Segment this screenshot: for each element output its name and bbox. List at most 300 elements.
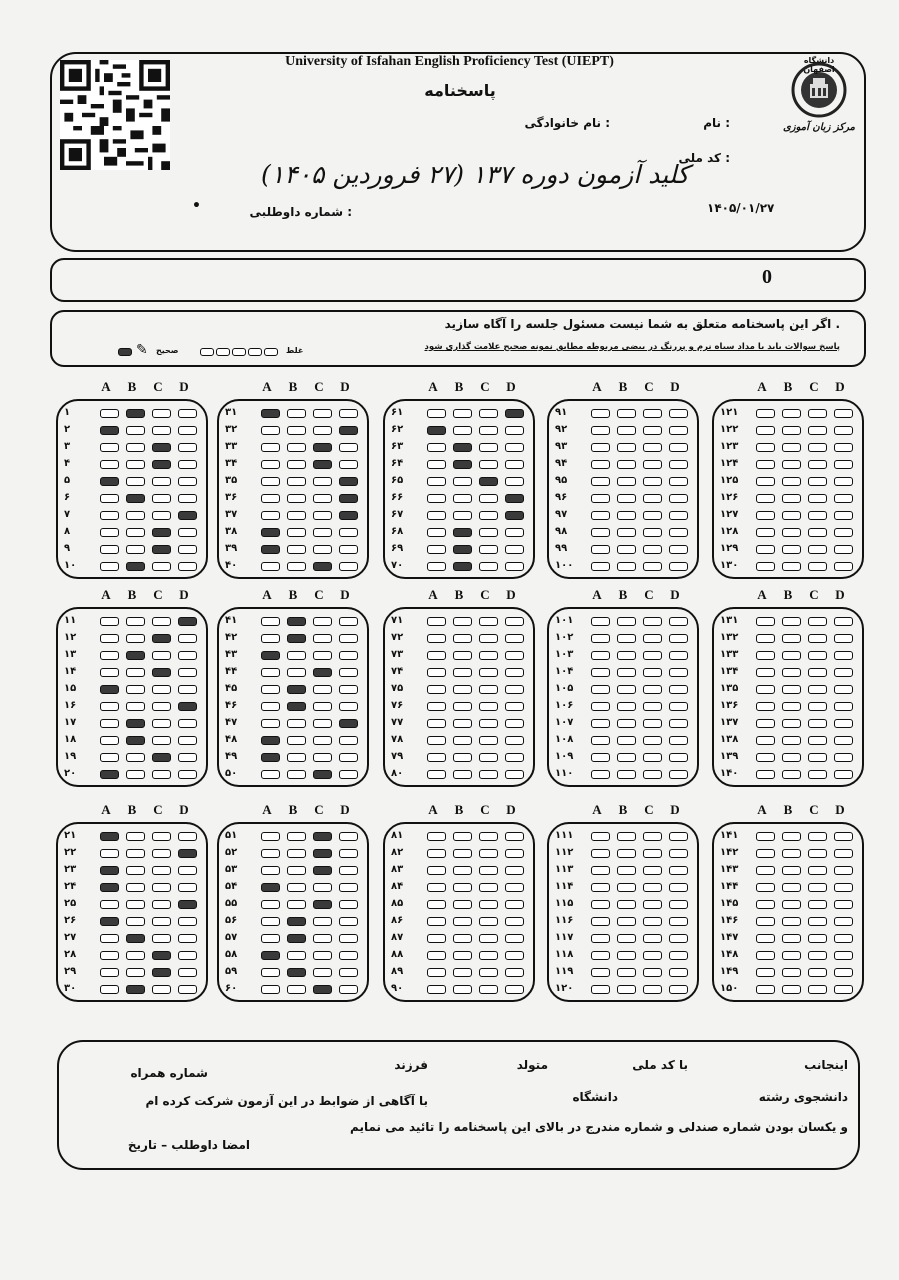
answer-bubble-b[interactable] [782, 634, 801, 643]
answer-bubble-d[interactable] [834, 736, 853, 745]
answer-bubble-b[interactable] [453, 651, 472, 660]
answer-bubble-d[interactable] [339, 702, 358, 711]
answer-bubble-a[interactable] [261, 985, 280, 994]
answer-bubble-a[interactable] [261, 736, 280, 745]
answer-bubble-d[interactable] [669, 494, 688, 503]
answer-bubble-b[interactable] [126, 849, 145, 858]
answer-bubble-d[interactable] [834, 477, 853, 486]
answer-bubble-c[interactable] [152, 545, 171, 554]
answer-bubble-a[interactable] [591, 883, 610, 892]
answer-bubble-a[interactable] [756, 770, 775, 779]
answer-bubble-c[interactable] [313, 443, 332, 452]
answer-bubble-d[interactable] [178, 753, 197, 762]
answer-bubble-b[interactable] [287, 477, 306, 486]
answer-bubble-a[interactable] [261, 443, 280, 452]
answer-bubble-d[interactable] [834, 832, 853, 841]
answer-bubble-d[interactable] [669, 900, 688, 909]
answer-bubble-a[interactable] [100, 849, 119, 858]
answer-bubble-a[interactable] [591, 985, 610, 994]
answer-bubble-c[interactable] [313, 832, 332, 841]
answer-bubble-d[interactable] [505, 985, 524, 994]
answer-bubble-c[interactable] [479, 753, 498, 762]
answer-bubble-a[interactable] [427, 477, 446, 486]
answer-bubble-c[interactable] [479, 668, 498, 677]
answer-bubble-c[interactable] [808, 770, 827, 779]
answer-bubble-d[interactable] [834, 985, 853, 994]
answer-bubble-a[interactable] [100, 685, 119, 694]
answer-bubble-a[interactable] [591, 849, 610, 858]
answer-bubble-b[interactable] [126, 770, 145, 779]
answer-bubble-b[interactable] [287, 651, 306, 660]
answer-bubble-d[interactable] [505, 883, 524, 892]
answer-bubble-d[interactable] [339, 719, 358, 728]
answer-bubble-b[interactable] [126, 634, 145, 643]
answer-bubble-d[interactable] [505, 494, 524, 503]
answer-bubble-b[interactable] [782, 753, 801, 762]
answer-bubble-c[interactable] [643, 443, 662, 452]
answer-bubble-b[interactable] [287, 934, 306, 943]
answer-bubble-c[interactable] [808, 985, 827, 994]
answer-bubble-a[interactable] [756, 917, 775, 926]
answer-bubble-d[interactable] [339, 494, 358, 503]
answer-bubble-b[interactable] [453, 634, 472, 643]
answer-bubble-a[interactable] [756, 736, 775, 745]
answer-bubble-b[interactable] [617, 460, 636, 469]
answer-bubble-b[interactable] [126, 562, 145, 571]
answer-bubble-c[interactable] [313, 634, 332, 643]
answer-bubble-c[interactable] [479, 545, 498, 554]
answer-bubble-b[interactable] [782, 849, 801, 858]
answer-bubble-d[interactable] [178, 934, 197, 943]
answer-bubble-d[interactable] [834, 634, 853, 643]
answer-bubble-c[interactable] [808, 685, 827, 694]
answer-bubble-d[interactable] [834, 968, 853, 977]
answer-bubble-c[interactable] [808, 562, 827, 571]
answer-bubble-b[interactable] [453, 511, 472, 520]
answer-bubble-c[interactable] [313, 668, 332, 677]
answer-bubble-d[interactable] [834, 617, 853, 626]
answer-bubble-a[interactable] [100, 985, 119, 994]
answer-bubble-a[interactable] [427, 917, 446, 926]
answer-bubble-b[interactable] [287, 866, 306, 875]
answer-bubble-d[interactable] [505, 832, 524, 841]
answer-bubble-d[interactable] [669, 770, 688, 779]
answer-bubble-d[interactable] [834, 770, 853, 779]
answer-bubble-d[interactable] [669, 511, 688, 520]
answer-bubble-d[interactable] [505, 511, 524, 520]
answer-bubble-c[interactable] [313, 900, 332, 909]
answer-bubble-d[interactable] [339, 511, 358, 520]
answer-bubble-a[interactable] [756, 968, 775, 977]
answer-bubble-b[interactable] [453, 883, 472, 892]
answer-bubble-d[interactable] [339, 460, 358, 469]
answer-bubble-a[interactable] [591, 634, 610, 643]
answer-bubble-a[interactable] [591, 651, 610, 660]
answer-bubble-c[interactable] [152, 849, 171, 858]
answer-bubble-b[interactable] [126, 883, 145, 892]
answer-bubble-a[interactable] [427, 702, 446, 711]
answer-bubble-c[interactable] [808, 477, 827, 486]
answer-bubble-a[interactable] [756, 409, 775, 418]
answer-bubble-c[interactable] [643, 562, 662, 571]
answer-bubble-d[interactable] [834, 409, 853, 418]
answer-bubble-a[interactable] [427, 651, 446, 660]
answer-bubble-c[interactable] [808, 426, 827, 435]
answer-bubble-d[interactable] [834, 685, 853, 694]
answer-bubble-b[interactable] [126, 477, 145, 486]
answer-bubble-c[interactable] [808, 634, 827, 643]
answer-bubble-d[interactable] [505, 617, 524, 626]
answer-bubble-d[interactable] [505, 917, 524, 926]
answer-bubble-b[interactable] [617, 753, 636, 762]
answer-bubble-c[interactable] [152, 900, 171, 909]
answer-bubble-d[interactable] [834, 460, 853, 469]
answer-bubble-a[interactable] [261, 545, 280, 554]
answer-bubble-d[interactable] [669, 651, 688, 660]
answer-bubble-d[interactable] [669, 617, 688, 626]
answer-bubble-a[interactable] [100, 545, 119, 554]
answer-bubble-a[interactable] [591, 545, 610, 554]
answer-bubble-c[interactable] [808, 753, 827, 762]
answer-bubble-b[interactable] [617, 528, 636, 537]
answer-bubble-d[interactable] [505, 651, 524, 660]
answer-bubble-c[interactable] [479, 968, 498, 977]
answer-bubble-a[interactable] [756, 951, 775, 960]
answer-bubble-a[interactable] [100, 634, 119, 643]
answer-bubble-b[interactable] [453, 545, 472, 554]
answer-bubble-c[interactable] [479, 951, 498, 960]
answer-bubble-c[interactable] [152, 477, 171, 486]
answer-bubble-c[interactable] [479, 634, 498, 643]
answer-bubble-b[interactable] [617, 494, 636, 503]
answer-bubble-c[interactable] [808, 443, 827, 452]
answer-bubble-d[interactable] [505, 934, 524, 943]
answer-bubble-b[interactable] [453, 866, 472, 875]
answer-bubble-d[interactable] [669, 719, 688, 728]
answer-bubble-a[interactable] [427, 685, 446, 694]
answer-bubble-d[interactable] [669, 443, 688, 452]
answer-bubble-d[interactable] [834, 934, 853, 943]
answer-bubble-d[interactable] [505, 753, 524, 762]
answer-bubble-a[interactable] [261, 651, 280, 660]
answer-bubble-d[interactable] [505, 443, 524, 452]
answer-bubble-b[interactable] [126, 866, 145, 875]
answer-bubble-c[interactable] [808, 460, 827, 469]
answer-bubble-a[interactable] [100, 617, 119, 626]
answer-bubble-a[interactable] [591, 409, 610, 418]
answer-bubble-d[interactable] [339, 668, 358, 677]
answer-bubble-d[interactable] [178, 883, 197, 892]
answer-bubble-c[interactable] [808, 900, 827, 909]
answer-bubble-a[interactable] [591, 668, 610, 677]
answer-bubble-d[interactable] [339, 528, 358, 537]
answer-bubble-a[interactable] [427, 668, 446, 677]
answer-bubble-d[interactable] [505, 409, 524, 418]
answer-bubble-d[interactable] [339, 934, 358, 943]
answer-bubble-b[interactable] [287, 426, 306, 435]
answer-bubble-c[interactable] [152, 985, 171, 994]
answer-bubble-b[interactable] [617, 883, 636, 892]
answer-bubble-c[interactable] [313, 494, 332, 503]
answer-bubble-b[interactable] [126, 985, 145, 994]
answer-bubble-b[interactable] [617, 562, 636, 571]
answer-bubble-a[interactable] [100, 934, 119, 943]
answer-bubble-a[interactable] [100, 832, 119, 841]
answer-bubble-b[interactable] [287, 668, 306, 677]
answer-bubble-a[interactable] [756, 685, 775, 694]
answer-bubble-b[interactable] [126, 528, 145, 537]
answer-bubble-d[interactable] [505, 426, 524, 435]
answer-bubble-b[interactable] [287, 494, 306, 503]
answer-bubble-b[interactable] [617, 832, 636, 841]
answer-bubble-a[interactable] [427, 443, 446, 452]
answer-bubble-a[interactable] [261, 562, 280, 571]
answer-bubble-b[interactable] [126, 511, 145, 520]
answer-bubble-d[interactable] [669, 832, 688, 841]
answer-bubble-d[interactable] [178, 668, 197, 677]
answer-bubble-a[interactable] [261, 900, 280, 909]
answer-bubble-c[interactable] [808, 617, 827, 626]
answer-bubble-d[interactable] [178, 702, 197, 711]
answer-bubble-a[interactable] [756, 985, 775, 994]
answer-bubble-a[interactable] [756, 753, 775, 762]
answer-bubble-d[interactable] [669, 460, 688, 469]
answer-bubble-c[interactable] [643, 753, 662, 762]
answer-bubble-b[interactable] [453, 985, 472, 994]
answer-bubble-b[interactable] [617, 702, 636, 711]
answer-bubble-d[interactable] [505, 951, 524, 960]
answer-bubble-c[interactable] [808, 528, 827, 537]
answer-bubble-a[interactable] [100, 719, 119, 728]
answer-bubble-a[interactable] [756, 668, 775, 677]
answer-bubble-c[interactable] [313, 917, 332, 926]
answer-bubble-b[interactable] [782, 883, 801, 892]
answer-bubble-d[interactable] [505, 736, 524, 745]
answer-bubble-b[interactable] [617, 866, 636, 875]
answer-bubble-d[interactable] [178, 409, 197, 418]
answer-bubble-c[interactable] [808, 545, 827, 554]
answer-bubble-a[interactable] [100, 409, 119, 418]
answer-bubble-d[interactable] [505, 685, 524, 694]
answer-bubble-b[interactable] [287, 770, 306, 779]
answer-bubble-a[interactable] [261, 460, 280, 469]
answer-bubble-d[interactable] [178, 617, 197, 626]
answer-bubble-d[interactable] [178, 736, 197, 745]
answer-bubble-b[interactable] [287, 968, 306, 977]
answer-bubble-b[interactable] [453, 685, 472, 694]
answer-bubble-c[interactable] [313, 409, 332, 418]
answer-bubble-c[interactable] [479, 409, 498, 418]
answer-bubble-b[interactable] [782, 545, 801, 554]
answer-bubble-c[interactable] [152, 562, 171, 571]
answer-bubble-c[interactable] [643, 651, 662, 660]
answer-bubble-b[interactable] [287, 702, 306, 711]
answer-bubble-a[interactable] [427, 617, 446, 626]
answer-bubble-a[interactable] [756, 900, 775, 909]
answer-bubble-c[interactable] [152, 832, 171, 841]
answer-bubble-c[interactable] [313, 545, 332, 554]
answer-bubble-d[interactable] [339, 443, 358, 452]
answer-bubble-b[interactable] [782, 477, 801, 486]
answer-bubble-a[interactable] [100, 951, 119, 960]
answer-bubble-a[interactable] [756, 866, 775, 875]
answer-bubble-b[interactable] [453, 409, 472, 418]
answer-bubble-d[interactable] [178, 900, 197, 909]
answer-bubble-d[interactable] [669, 702, 688, 711]
answer-bubble-d[interactable] [178, 545, 197, 554]
answer-bubble-b[interactable] [126, 668, 145, 677]
answer-bubble-c[interactable] [808, 968, 827, 977]
answer-bubble-d[interactable] [669, 562, 688, 571]
answer-bubble-a[interactable] [427, 719, 446, 728]
answer-bubble-a[interactable] [591, 719, 610, 728]
answer-bubble-b[interactable] [126, 951, 145, 960]
answer-bubble-b[interactable] [782, 494, 801, 503]
answer-bubble-c[interactable] [808, 736, 827, 745]
answer-bubble-d[interactable] [339, 917, 358, 926]
answer-bubble-a[interactable] [591, 968, 610, 977]
answer-bubble-d[interactable] [339, 968, 358, 977]
answer-bubble-c[interactable] [479, 617, 498, 626]
answer-bubble-a[interactable] [261, 719, 280, 728]
answer-bubble-b[interactable] [287, 545, 306, 554]
answer-bubble-a[interactable] [591, 477, 610, 486]
answer-bubble-a[interactable] [427, 770, 446, 779]
answer-bubble-c[interactable] [808, 883, 827, 892]
answer-bubble-c[interactable] [643, 545, 662, 554]
answer-bubble-d[interactable] [834, 753, 853, 762]
answer-bubble-d[interactable] [178, 832, 197, 841]
answer-bubble-b[interactable] [126, 900, 145, 909]
answer-bubble-d[interactable] [834, 951, 853, 960]
answer-bubble-b[interactable] [287, 883, 306, 892]
answer-bubble-b[interactable] [782, 951, 801, 960]
answer-bubble-d[interactable] [178, 719, 197, 728]
answer-bubble-c[interactable] [479, 849, 498, 858]
answer-bubble-d[interactable] [339, 753, 358, 762]
answer-bubble-d[interactable] [505, 719, 524, 728]
answer-bubble-d[interactable] [834, 562, 853, 571]
answer-bubble-c[interactable] [152, 443, 171, 452]
answer-bubble-d[interactable] [339, 634, 358, 643]
answer-bubble-d[interactable] [669, 409, 688, 418]
answer-bubble-b[interactable] [782, 409, 801, 418]
answer-bubble-a[interactable] [427, 866, 446, 875]
answer-bubble-b[interactable] [453, 494, 472, 503]
answer-bubble-a[interactable] [100, 917, 119, 926]
answer-bubble-b[interactable] [782, 460, 801, 469]
answer-bubble-c[interactable] [643, 866, 662, 875]
answer-bubble-d[interactable] [669, 668, 688, 677]
answer-bubble-b[interactable] [782, 832, 801, 841]
answer-bubble-a[interactable] [756, 617, 775, 626]
answer-bubble-d[interactable] [178, 917, 197, 926]
answer-bubble-d[interactable] [669, 934, 688, 943]
answer-bubble-b[interactable] [453, 753, 472, 762]
answer-bubble-d[interactable] [339, 617, 358, 626]
answer-bubble-b[interactable] [453, 562, 472, 571]
answer-bubble-c[interactable] [152, 651, 171, 660]
answer-bubble-b[interactable] [287, 900, 306, 909]
answer-bubble-a[interactable] [261, 685, 280, 694]
answer-bubble-d[interactable] [669, 426, 688, 435]
answer-bubble-a[interactable] [100, 460, 119, 469]
answer-bubble-a[interactable] [427, 951, 446, 960]
answer-bubble-a[interactable] [261, 426, 280, 435]
answer-bubble-d[interactable] [178, 651, 197, 660]
answer-bubble-a[interactable] [100, 968, 119, 977]
answer-bubble-b[interactable] [126, 685, 145, 694]
answer-bubble-d[interactable] [834, 426, 853, 435]
answer-bubble-c[interactable] [808, 917, 827, 926]
answer-bubble-a[interactable] [591, 951, 610, 960]
answer-bubble-d[interactable] [178, 951, 197, 960]
answer-bubble-b[interactable] [782, 900, 801, 909]
answer-bubble-c[interactable] [152, 460, 171, 469]
answer-bubble-b[interactable] [287, 719, 306, 728]
answer-bubble-c[interactable] [313, 934, 332, 943]
answer-bubble-b[interactable] [617, 736, 636, 745]
answer-bubble-a[interactable] [427, 934, 446, 943]
answer-bubble-d[interactable] [834, 883, 853, 892]
answer-bubble-d[interactable] [339, 562, 358, 571]
answer-bubble-d[interactable] [834, 668, 853, 677]
answer-bubble-a[interactable] [261, 968, 280, 977]
answer-bubble-b[interactable] [782, 934, 801, 943]
answer-bubble-a[interactable] [100, 651, 119, 660]
answer-bubble-c[interactable] [313, 951, 332, 960]
answer-bubble-c[interactable] [152, 511, 171, 520]
answer-bubble-a[interactable] [591, 562, 610, 571]
answer-bubble-b[interactable] [126, 617, 145, 626]
answer-bubble-c[interactable] [152, 866, 171, 875]
answer-bubble-b[interactable] [126, 651, 145, 660]
answer-bubble-d[interactable] [178, 562, 197, 571]
answer-bubble-d[interactable] [339, 736, 358, 745]
answer-bubble-d[interactable] [178, 511, 197, 520]
answer-bubble-c[interactable] [643, 951, 662, 960]
answer-bubble-a[interactable] [591, 702, 610, 711]
answer-bubble-a[interactable] [261, 951, 280, 960]
answer-bubble-c[interactable] [643, 528, 662, 537]
answer-bubble-a[interactable] [427, 832, 446, 841]
answer-bubble-a[interactable] [100, 426, 119, 435]
answer-bubble-d[interactable] [834, 866, 853, 875]
answer-bubble-c[interactable] [152, 883, 171, 892]
answer-bubble-c[interactable] [313, 968, 332, 977]
answer-bubble-b[interactable] [287, 849, 306, 858]
answer-bubble-a[interactable] [261, 494, 280, 503]
answer-bubble-c[interactable] [808, 849, 827, 858]
answer-bubble-a[interactable] [261, 617, 280, 626]
answer-bubble-c[interactable] [313, 736, 332, 745]
answer-bubble-a[interactable] [756, 545, 775, 554]
answer-bubble-a[interactable] [756, 477, 775, 486]
answer-bubble-b[interactable] [453, 917, 472, 926]
answer-bubble-d[interactable] [834, 494, 853, 503]
answer-bubble-d[interactable] [834, 702, 853, 711]
answer-bubble-d[interactable] [669, 985, 688, 994]
answer-bubble-a[interactable] [427, 753, 446, 762]
answer-bubble-a[interactable] [100, 443, 119, 452]
answer-bubble-c[interactable] [479, 685, 498, 694]
answer-bubble-b[interactable] [453, 934, 472, 943]
answer-bubble-a[interactable] [591, 511, 610, 520]
answer-bubble-a[interactable] [591, 528, 610, 537]
answer-bubble-a[interactable] [756, 702, 775, 711]
answer-bubble-c[interactable] [152, 426, 171, 435]
answer-bubble-a[interactable] [756, 832, 775, 841]
